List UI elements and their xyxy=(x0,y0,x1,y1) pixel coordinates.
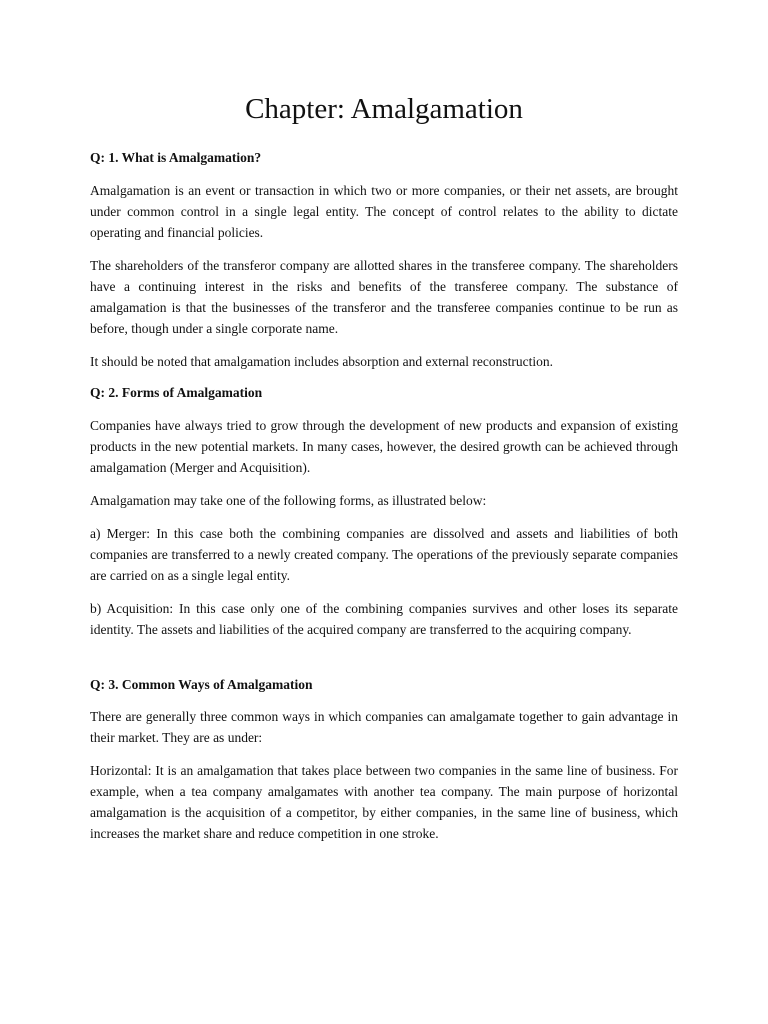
spacer xyxy=(90,652,678,676)
section-common-ways xyxy=(90,676,678,845)
paragraph: b) Acquisition: In this case only one of the combining companies survives and other loses its separate identity. The assets and liabilities of the acquired company are transferred to the acquiring company. xyxy=(90,600,678,637)
paragraph: a) Merger: In this case both the combining companies are dissolved and assets and liabilities of both companies are transferred to a newly created company. The operations of the previously separate companies are carried on as a single legal entity. xyxy=(90,525,678,583)
section-forms-of-amalgamation xyxy=(90,384,678,640)
paragraph: Amalgamation is an event or transaction in which two or more companies, or their net assets, are brought under common control in a single legal entity. The concept of control relates to the ability to dictate operating and financial policies. xyxy=(90,182,678,240)
section-heading: Q: 2. Forms of Amalgamation xyxy=(90,384,263,400)
section-heading: Q: 1. What is Amalgamation? xyxy=(90,149,262,165)
page-title: Chapter: Amalgamation xyxy=(245,93,523,125)
paragraph: Amalgamation may take one of the following forms, as illustrated below: xyxy=(90,492,487,508)
section-heading: Q: 3. Common Ways of Amalgamation xyxy=(90,676,313,692)
section-what-is-amalgamation xyxy=(90,149,678,372)
paragraph: Companies have always tried to grow through the development of new products and expansion of existing products in the new potential markets. In many cases, however, the desired growth can be achieved through amalgamation (Merger and Acquisition). xyxy=(90,417,678,475)
paragraph: The shareholders of the transferor company are allotted shares in the transferee company. The shareholders have a continuing interest in the risks and benefits of the transferee company. The substance of amalgamation is that the businesses of the transferor and the transferee companies continue to be run as before, though under a single corporate name. xyxy=(90,257,678,336)
paragraph: Horizontal: It is an amalgamation that takes place between two companies in the same line of business. For example, when a tea company amalgamates with another tea company. The main purpose of horizontal amalgamation is the acquisition of a competitor, by either companies, in the same line of business, which increases the market share and reduce competition in one stroke. xyxy=(90,763,678,842)
paragraph: There are generally three common ways in which companies can amalgamate together to gain advantage in their market. They are as under: xyxy=(90,709,678,746)
paragraph: It should be noted that amalgamation includes absorption and external reconstruction. xyxy=(90,353,553,369)
